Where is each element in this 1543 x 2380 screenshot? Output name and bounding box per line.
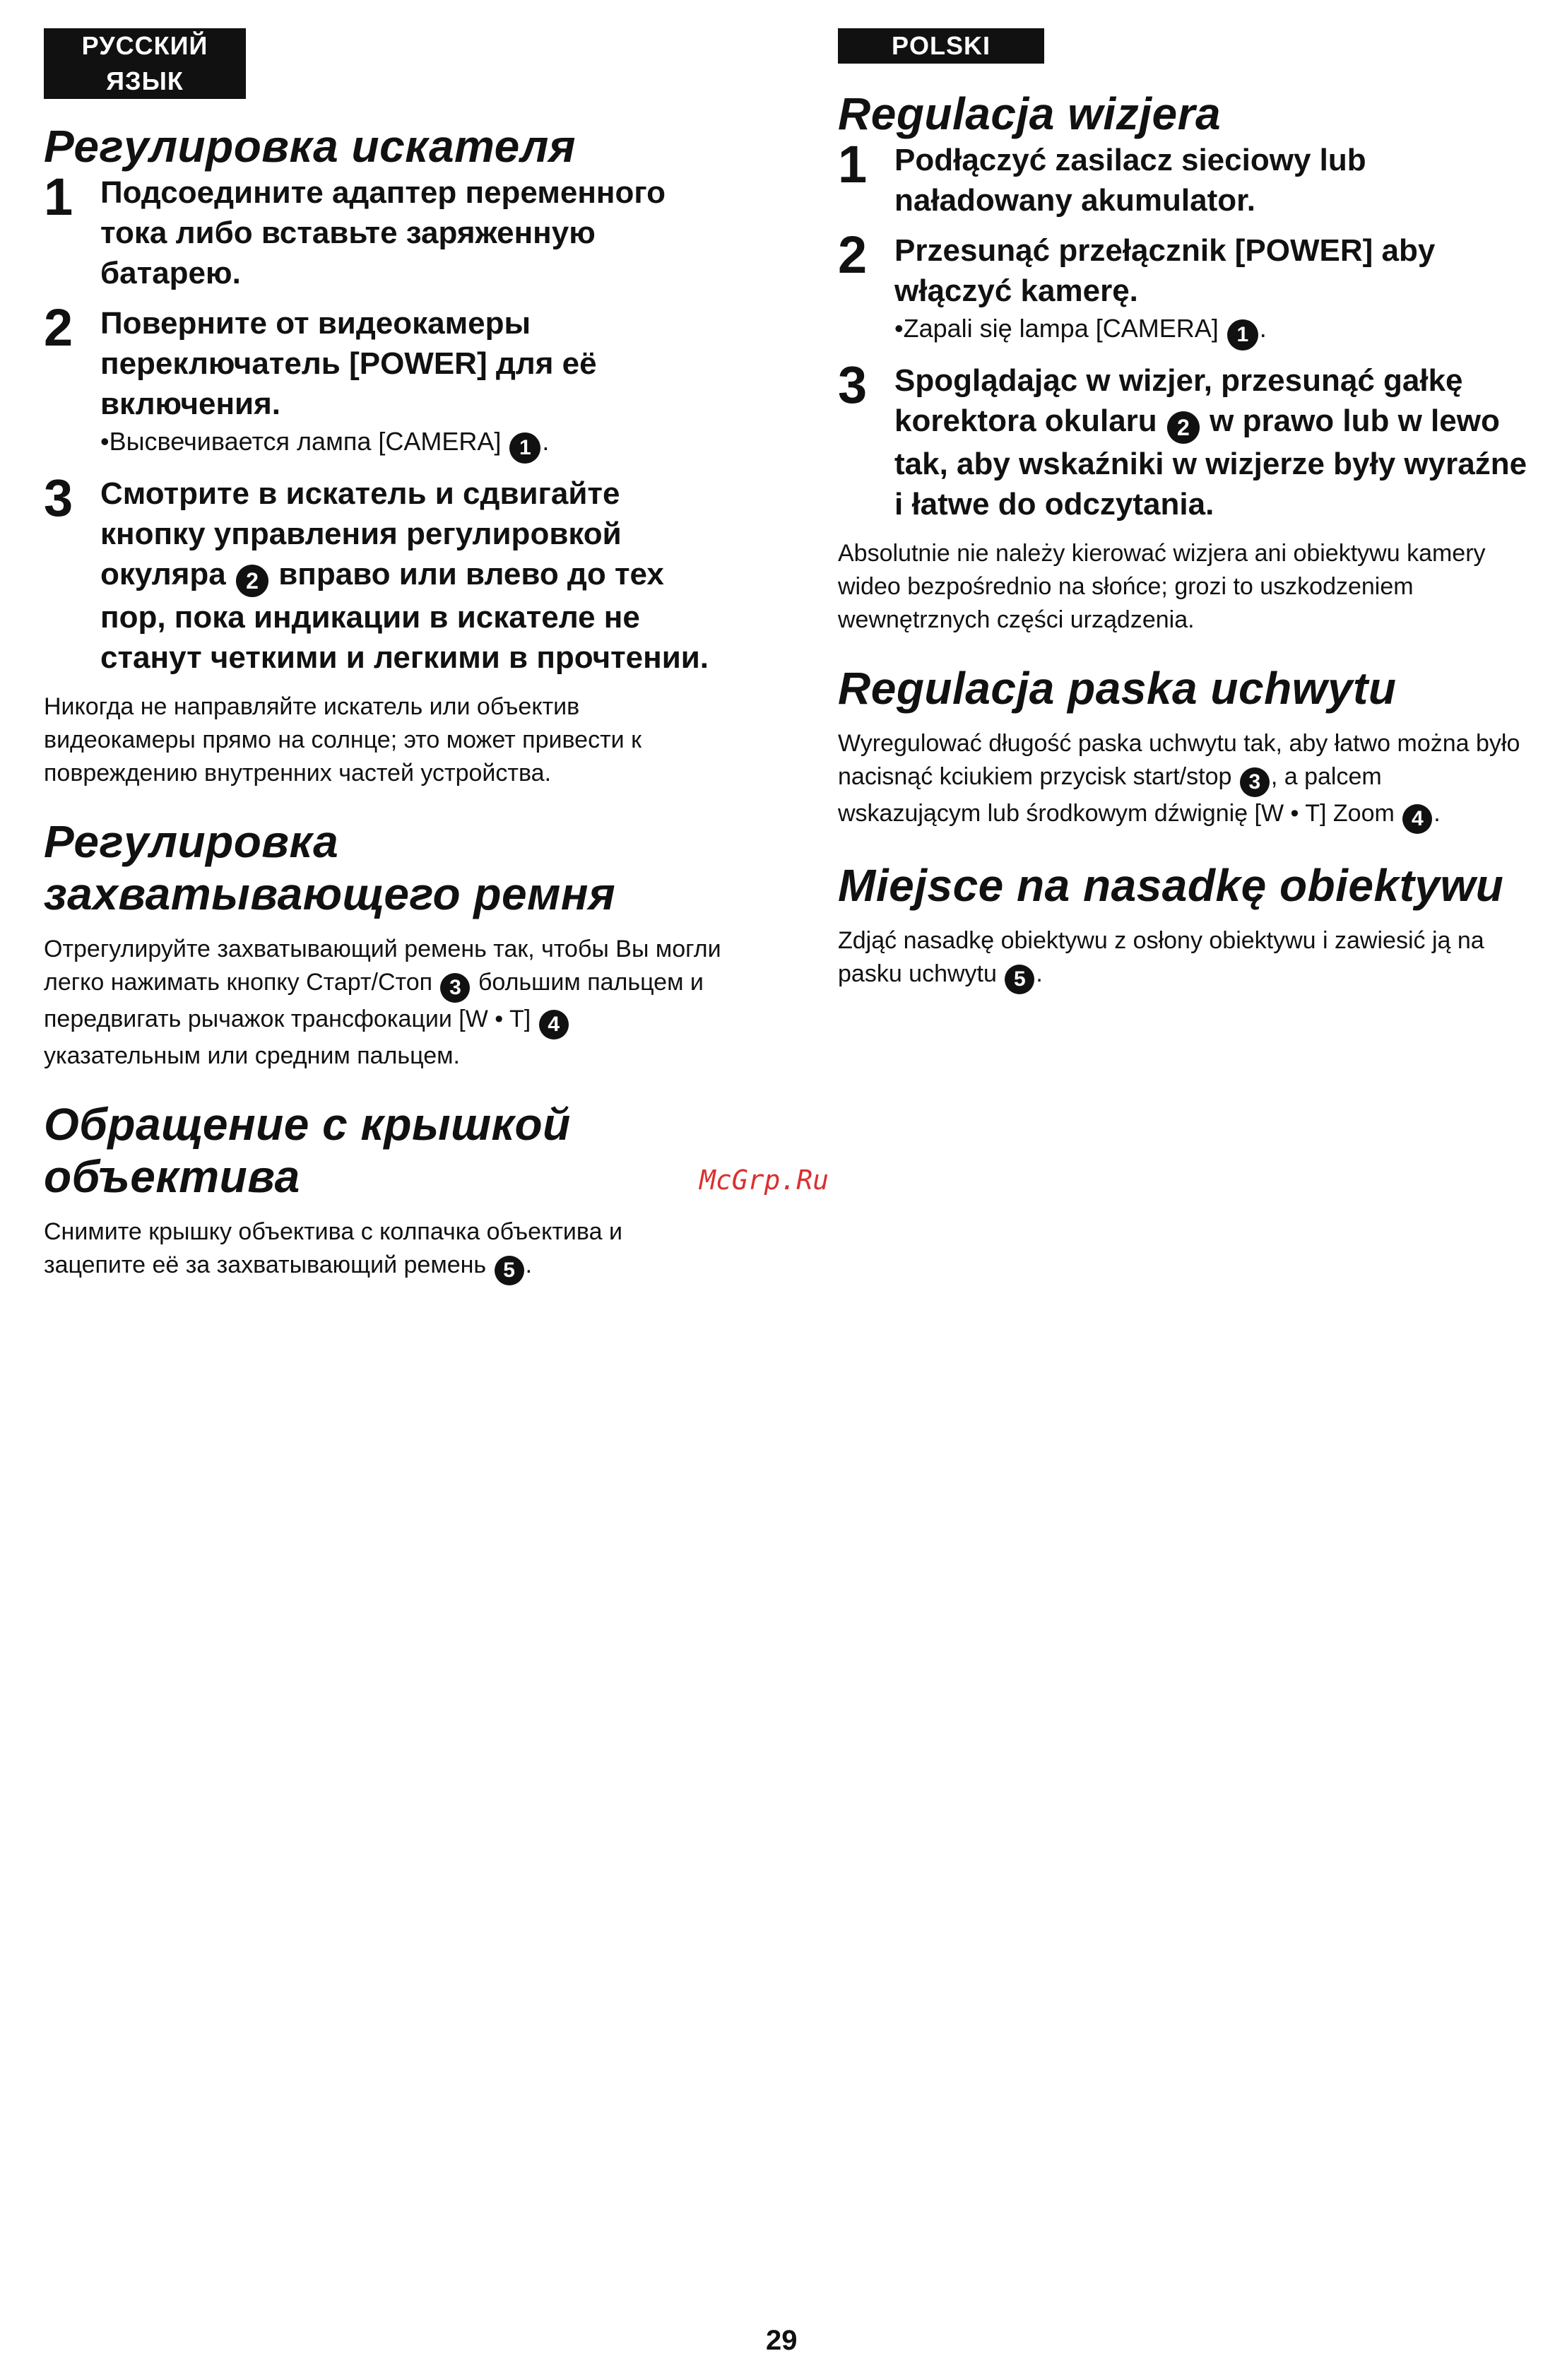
step-2 bbox=[44, 298, 729, 464]
step-text bbox=[100, 473, 729, 678]
step-text: Przesunąć przełącznik [POWER] aby włączyć kamerę. bbox=[894, 233, 1436, 308]
callout-1-icon: 1 bbox=[509, 432, 540, 464]
step-1 bbox=[838, 135, 1530, 220]
sun-warning-note: Absolutnie nie należy kierować wizjera ani obiektywu kamery wideo bezpośrednio na słońce; grozi to uszkodzeniem wewnętrznych części urządzenia. bbox=[838, 540, 1486, 633]
grip-belt-heading: Регулировка захватывающего ремня bbox=[44, 816, 616, 919]
step-number: 1 bbox=[44, 167, 73, 226]
step-text-part: вправо или влево до тех пор, пока индикации в искателе не станут четкими и легкими в прочтении. bbox=[100, 557, 709, 675]
step-number: 2 bbox=[838, 225, 868, 284]
russian-column bbox=[44, 28, 729, 1285]
callout-3-icon: 3 bbox=[1240, 767, 1270, 797]
callout-5-icon: 5 bbox=[495, 1256, 524, 1285]
step-3 bbox=[838, 355, 1530, 524]
grip-belt-text: Wyregulować długość paska uchwytu tak, aby łatwo można było nacisnąć kciukiem przycisk start/stop 3 , a palcem wskazującym lub środkowym dźwignię [W • T] Zoom 4 . bbox=[838, 727, 1530, 834]
step-text: Подсоедините адаптер переменного тока либо вставьте заряженную батарею. bbox=[100, 175, 666, 290]
step-number: 2 bbox=[44, 298, 73, 357]
callout-5-icon: 5 bbox=[1005, 965, 1034, 994]
step-2 bbox=[838, 225, 1530, 350]
lens-cap-text: Zdjąć nasadkę obiektywu z osłony obiektywu i zawiesić ją na pasku uchwytu 5 . bbox=[838, 924, 1530, 994]
step-number: 1 bbox=[838, 135, 868, 194]
callout-4-icon: 4 bbox=[1402, 804, 1432, 834]
grip-belt-heading: Regulacja paska uchwytu bbox=[838, 663, 1397, 714]
step-sub-note bbox=[894, 312, 1530, 350]
sun-warning-note: Никогда не направляйте искатель или объектив видеокамеры прямо на солнце; это может привести к повреждению внутренних частей устройства. bbox=[44, 693, 642, 787]
step-number: 3 bbox=[44, 469, 73, 527]
page-number: 29 bbox=[766, 2325, 798, 2356]
step-text-part: Spoglądając w wizjer, przesunąć gałkę korektora okularu bbox=[894, 363, 1463, 438]
callout-4-icon: 4 bbox=[539, 1010, 569, 1039]
step-text: Podłączyć zasilacz sieciowy lub naładowany akumulator. bbox=[894, 143, 1366, 218]
polish-column bbox=[838, 28, 1530, 994]
callout-3-icon: 3 bbox=[440, 973, 470, 1003]
callout-2-icon: 2 bbox=[1167, 411, 1200, 444]
sub-note-text: •Zapali się lampa [CAMERA] bbox=[894, 314, 1219, 343]
viewfinder-heading: Regulacja wizjera bbox=[838, 88, 1222, 139]
lens-cap-text: Снимите крышку объектива с колпачка объектива и зацепите её за захватывающий ремень 5 . bbox=[44, 1215, 729, 1285]
step-1 bbox=[44, 167, 729, 293]
callout-1-icon: 1 bbox=[1227, 319, 1258, 350]
sub-note-text: •Высвечивается лампа [CAMERA] bbox=[100, 427, 502, 456]
lens-cap-heading: Miejsce na nasadkę obiektywu bbox=[838, 860, 1504, 911]
step-text-part: Смотрите в искатель и сдвигайте кнопку управления регулировкой окуляра bbox=[100, 476, 622, 591]
step-text: Поверните от видеокамеры переключатель [POWER] для её включения. bbox=[100, 306, 597, 421]
step-sub-note bbox=[100, 425, 729, 464]
watermark: McGrp.Ru bbox=[699, 1165, 829, 1196]
lens-cap-heading: Обращение с крышкой объектива bbox=[44, 1099, 571, 1202]
step-text-part: w prawo lub w lewo tak, aby wskaźniki w wizjerze były wyraźne i łatwe do odczytania. bbox=[894, 403, 1527, 522]
language-tag-polish: POLSKI bbox=[838, 28, 1044, 64]
sub-note-end: . bbox=[1259, 314, 1267, 343]
viewfinder-heading: Регулировка искателя bbox=[44, 121, 576, 172]
step-3 bbox=[44, 469, 729, 678]
language-tag-russian: РУССКИЙ ЯЗЫК bbox=[44, 28, 246, 99]
step-number: 3 bbox=[838, 355, 868, 414]
sub-note-end: . bbox=[542, 427, 550, 456]
callout-2-icon: 2 bbox=[236, 565, 268, 597]
grip-belt-text: Отрегулируйте захватывающий ремень так, чтобы Вы могли легко нажимать кнопку Старт/Стоп 3 большим пальцем и передвигать рычажок трансфокации [W • T] 4 указательным или средним пальцем. bbox=[44, 936, 721, 1069]
step-text bbox=[894, 360, 1530, 524]
